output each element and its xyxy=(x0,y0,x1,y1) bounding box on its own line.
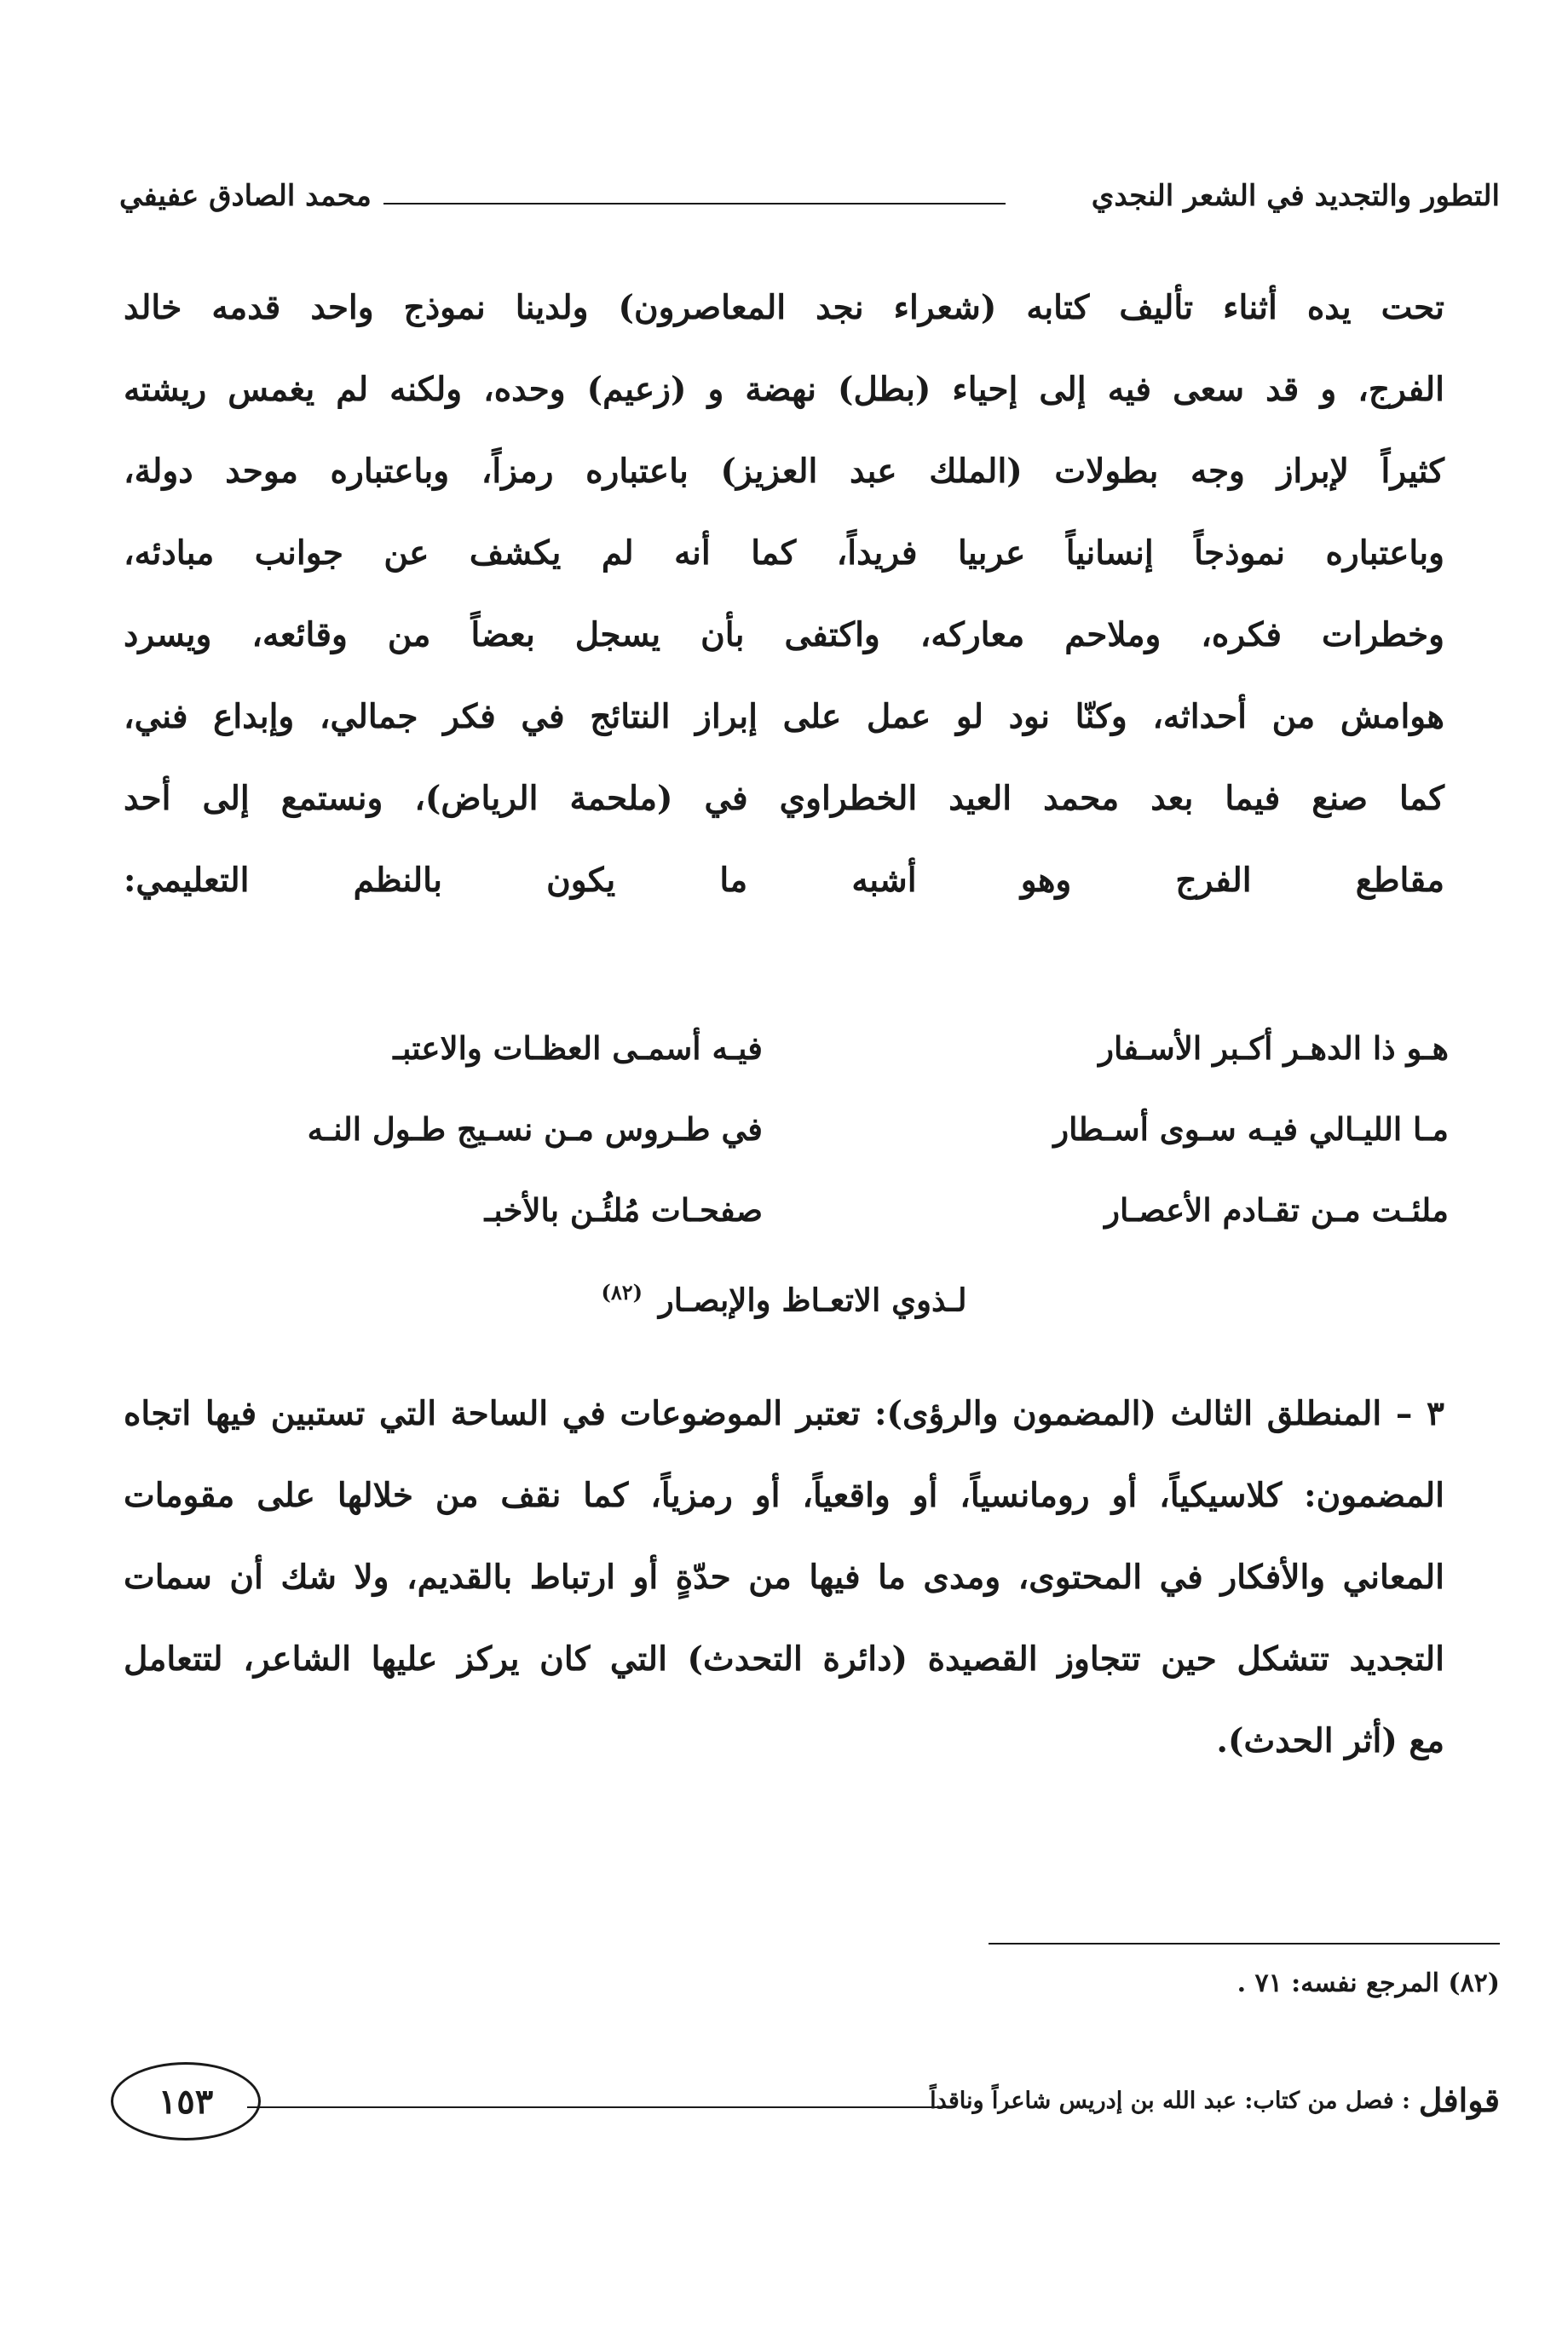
paragraph-line: كما صنع فيما بعد محمد العيد الخطراوي في (ملحمة الرياض)، ونستمع إلى أحد xyxy=(124,779,1444,818)
book-title: التطور والتجديد في الشعر النجدي xyxy=(1091,179,1500,213)
page-number: ١٥٣ xyxy=(111,2062,261,2140)
paragraph-line: ٣ – المنطلق الثالث (المضمون والرؤى): تعتبر الموضوعات في الساحة التي تستبين فيها اتجاه xyxy=(124,1394,1444,1433)
paragraph-line: التجديد تتشكل حين تتجاوز القصيدة (دائرة التحدث) التي كان يركز عليها الشاعر، لتتعامل xyxy=(124,1639,1444,1679)
poem-verse xyxy=(64,1029,1449,1114)
paragraph-line: مقاطع الفرج وهو أشبه ما يكون بالنظم التعليمي: xyxy=(124,861,1444,900)
verse-first-half: هـو ذا الدهـر أكـبر الأسـفار xyxy=(1098,1029,1449,1067)
footnote: (٨٢) المرجع نفسه: ٧١ . xyxy=(1237,1968,1500,1998)
footer-subtitle: : فصل من كتاب: عبد الله بن إدريس شاعراً وناقداً xyxy=(930,2088,1410,2114)
footnote-rule xyxy=(989,1943,1500,1945)
header-rule xyxy=(383,203,1006,205)
paragraph-line: وباعتباره نموذجاً إنسانياً عربيا فريداً، كما أنه لم يكشف عن جوانب مبادئه، xyxy=(124,533,1444,573)
verse-second-half: صفحـات مُلئُـن بالأخبـ xyxy=(484,1191,763,1229)
paragraph-1 xyxy=(124,288,1444,946)
paragraph-line: وخطرات فكره، وملاحم معاركه، واكتفى بأن يسجل بعضاً من وقائعه، ويسرد xyxy=(124,615,1444,654)
paragraph-2 xyxy=(124,1394,1444,1806)
closing-verse-text: لـذوي الاتعـاظ والإبصـار xyxy=(658,1281,967,1319)
verse-first-half: مـا الليـالي فيـه سـوى أسـطار xyxy=(1053,1110,1449,1148)
poem-verse xyxy=(64,1110,1449,1195)
footnote-reference: (٨٢) xyxy=(601,1280,643,1305)
verse-second-half: فيـه أسمـى العظـات والاعتبـ xyxy=(393,1029,763,1067)
footer-rule xyxy=(247,2106,954,2108)
journal-brand: قوافل xyxy=(1418,2081,1500,2119)
running-header xyxy=(119,170,1500,230)
paragraph-line: تحت يده أثناء تأليف كتابه (شعراء نجد المعاصرون) ولدينا نموذج واحد قدمه خالد xyxy=(124,288,1444,327)
page-footer xyxy=(111,2062,1500,2139)
paragraph-line: كثيراً لإبراز وجه بطولات (الملك عبد العزيز) باعتباره رمزاً، وباعتباره موحد دولة، xyxy=(124,452,1444,491)
verse-first-half: ملئـت مـن تقـادم الأعصـار xyxy=(1104,1191,1449,1229)
paragraph-line: المعاني والأفكار في المحتوى، ومدى ما فيها من حدّةٍ أو ارتباط بالقديم، ولا شك أن سمات xyxy=(124,1558,1444,1597)
poem xyxy=(64,1029,1449,1276)
verse-second-half: في طـروس مـن نسـيج طـول النـه xyxy=(307,1110,763,1148)
paragraph-line: الفرج، و قد سعى فيه إلى إحياء (بطل) نهضة و (زعيم) وحده، ولكنه لم يغمس ريشته xyxy=(124,370,1444,409)
paragraph-line: مع (أثر الحدث). xyxy=(1216,1721,1444,1760)
paragraph-line: المضمون: كلاسيكياً، أو رومانسياً، أو واقعياً، أو رمزياً، كما نقف من خلالها على مقومات xyxy=(124,1476,1444,1515)
author-name: محمد الصادق عفيفي xyxy=(119,179,372,213)
poem-closing-verse xyxy=(119,1280,1449,1318)
paragraph-line: هوامش من أحداثه، وكنّا نود لو عمل على إبراز النتائج في فكر جمالي، وإبداع فني، xyxy=(124,697,1444,736)
poem-verse xyxy=(64,1191,1449,1276)
